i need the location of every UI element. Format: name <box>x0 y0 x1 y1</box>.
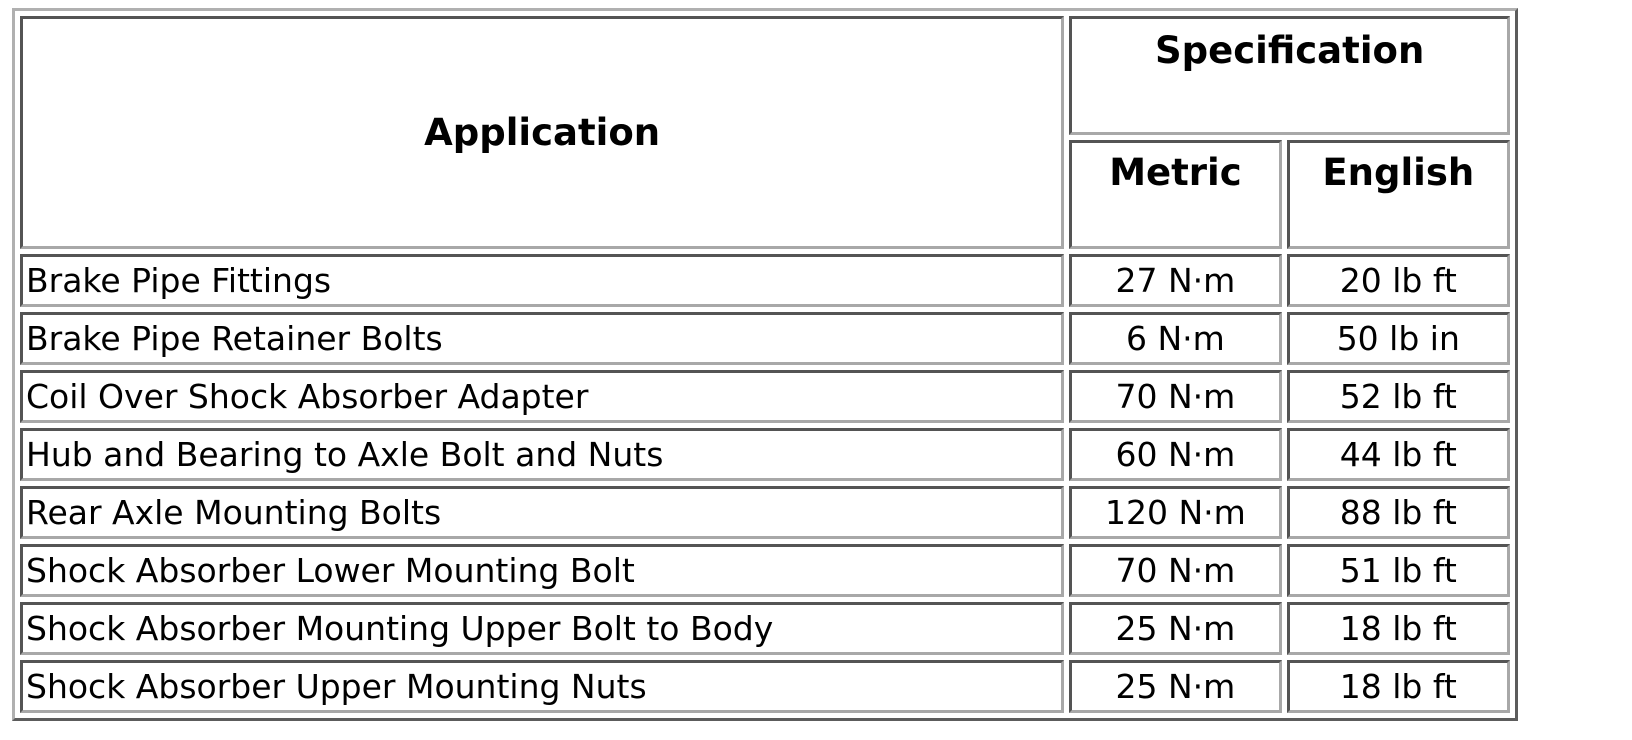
metric-cell: 25 N·m <box>1069 660 1281 713</box>
metric-cell: 120 N·m <box>1069 486 1281 539</box>
metric-cell: 6 N·m <box>1069 312 1281 365</box>
english-cell: 51 lb ft <box>1287 544 1510 597</box>
application-cell: Coil Over Shock Absorber Adapter <box>20 370 1064 423</box>
english-cell: 88 lb ft <box>1287 486 1510 539</box>
table-row <box>20 544 1510 597</box>
table-row <box>20 254 1510 307</box>
metric-cell: 25 N·m <box>1069 602 1281 655</box>
table-header <box>20 16 1510 249</box>
english-cell: 18 lb ft <box>1287 660 1510 713</box>
table-row <box>20 660 1510 713</box>
table-row <box>20 602 1510 655</box>
english-cell: 52 lb ft <box>1287 370 1510 423</box>
metric-cell: 70 N·m <box>1069 370 1281 423</box>
header-specification: Specification <box>1069 16 1510 135</box>
metric-cell: 70 N·m <box>1069 544 1281 597</box>
application-cell: Shock Absorber Upper Mounting Nuts <box>20 660 1064 713</box>
application-cell: Shock Absorber Mounting Upper Bolt to Body <box>20 602 1064 655</box>
application-cell: Hub and Bearing to Axle Bolt and Nuts <box>20 428 1064 481</box>
english-cell: 44 lb ft <box>1287 428 1510 481</box>
english-cell: 20 lb ft <box>1287 254 1510 307</box>
english-cell: 50 lb in <box>1287 312 1510 365</box>
header-application: Application <box>20 16 1064 249</box>
table-row <box>20 486 1510 539</box>
table-row <box>20 312 1510 365</box>
metric-cell: 27 N·m <box>1069 254 1281 307</box>
table-body <box>20 254 1510 713</box>
application-cell: Rear Axle Mounting Bolts <box>20 486 1064 539</box>
table-row <box>20 428 1510 481</box>
application-cell: Shock Absorber Lower Mounting Bolt <box>20 544 1064 597</box>
application-cell: Brake Pipe Fittings <box>20 254 1064 307</box>
header-row-top <box>20 16 1510 135</box>
metric-cell: 60 N·m <box>1069 428 1281 481</box>
header-metric: Metric <box>1069 140 1281 249</box>
torque-spec-table <box>12 8 1518 721</box>
table-row <box>20 370 1510 423</box>
header-english: English <box>1287 140 1510 249</box>
english-cell: 18 lb ft <box>1287 602 1510 655</box>
application-cell: Brake Pipe Retainer Bolts <box>20 312 1064 365</box>
